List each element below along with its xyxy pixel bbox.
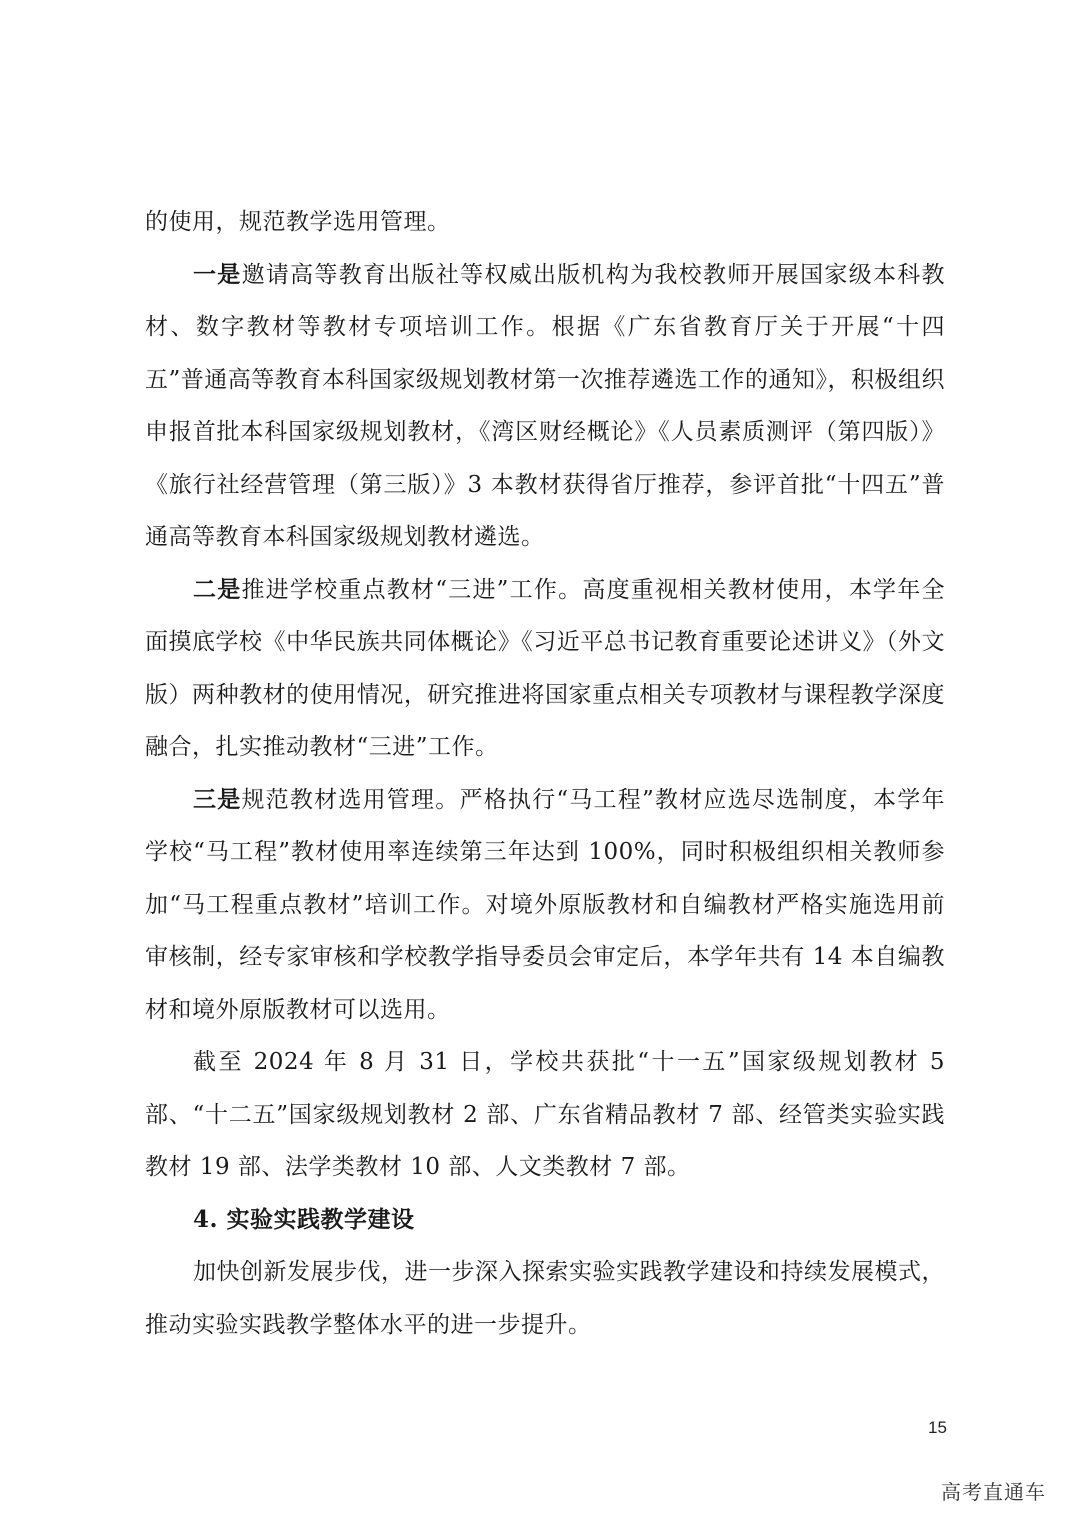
paragraph-text: 推进学校重点教材“三进”工作。高度重视相关教材使用，本学年全面摸底学校《中华民族共同体概论》《习近平总书记教育重要论述讲义》（外文版）两种教材的使用情况，研究推进将国家重点相关专项教材与课程教学深度融合，扎实推动教材“三进”工作。 bbox=[145, 576, 945, 760]
paragraph-second-point bbox=[145, 564, 945, 774]
section-heading: 4. 实验实践教学建设 bbox=[193, 1205, 415, 1233]
watermark-text: 高考直通车 bbox=[941, 1480, 1046, 1504]
paragraph-summary bbox=[145, 1036, 945, 1194]
paragraph-continuation bbox=[145, 196, 945, 249]
paragraph-lead: 三是 bbox=[193, 785, 242, 813]
paragraph-text: 的使用，规范教学选用管理。 bbox=[145, 209, 451, 235]
paragraph-text: 截至 2024 年 8 月 31 日，学校共获批“十一五”国家级规划教材 5 部、“十二五”国家级规划教材 2 部、广东省精品教材 7 部、经管类实验实践教材 19 部、法学类教材 10 部、人文类教材 7 部。 bbox=[145, 1049, 945, 1180]
paragraph-third-point bbox=[145, 774, 945, 1037]
page-number: 15 bbox=[928, 1418, 947, 1437]
paragraph-lead: 一是 bbox=[193, 260, 242, 288]
paragraph-text: 邀请高等教育出版社等权威出版机构为我校教师开展国家级本科教材、数字教材等教材专项培训工作。根据《广东省教育厅关于开展“十四五”普通高等教育本科国家级规划教材第一次推荐遴选工作的通知》，积极组织申报首批本科国家级规划教材，《湾区财经概论》《人员素质测评（第四版）》《旅行社经营管理（第三版）》3 本教材获得省厅推荐，参评首批“十四五”普通高等教育本科国家级规划教材遴选。 bbox=[145, 261, 946, 550]
document-body bbox=[145, 196, 945, 1351]
paragraph-first-point bbox=[145, 249, 945, 564]
paragraph-lead: 二是 bbox=[193, 575, 242, 603]
paragraph-closing: 加快创新发展步伐，进一步深入探索实验实践教学建设和持续发展模式，推动实验实践教学整体水平的进一步提升。 bbox=[145, 1259, 945, 1338]
paragraph-text: 规范教材选用管理。严格执行“马工程”教材应选尽选制度，本学年学校“马工程”教材使用率连续第三年达到 100%，同时积极组织相关教师参加“马工程重点教材”培训工作。对境外原版教材和自编教材严格实施选用前审核制，经专家审核和学校教学指导委员会审定后，本学年共有 14 本自编教材和境外原版教材可以选用。 bbox=[145, 786, 945, 1023]
